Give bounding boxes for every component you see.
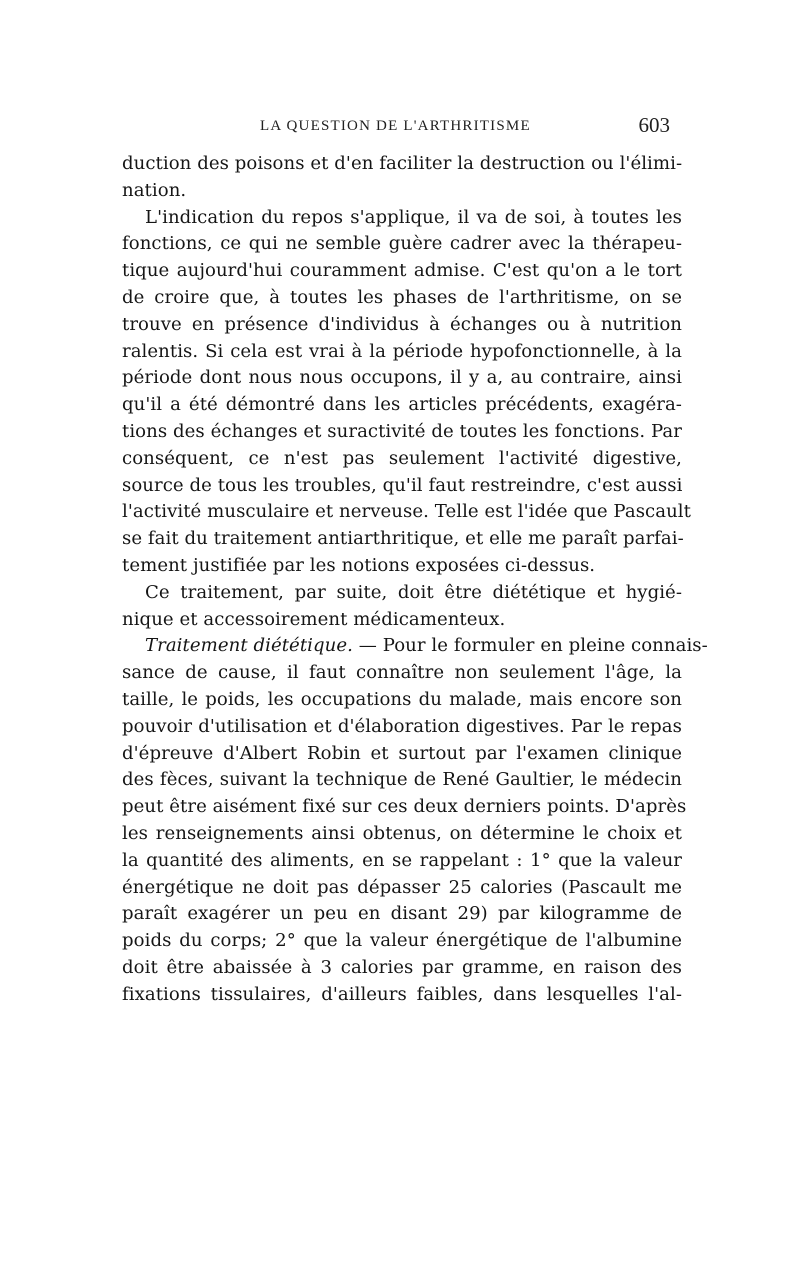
text-line: duction des poisons et d'en faciliter la destruction ou l'élimi- — [122, 153, 683, 174]
text-line: taille, le poids, les occupations du malade, mais encore son — [122, 688, 682, 710]
text-line: de croire que, à toutes les phases de l'arthritisme, on se — [122, 286, 682, 308]
text-line: qu'il a été démontré dans les articles précédents, exagéra- — [122, 394, 682, 416]
page-number: 603 — [638, 113, 670, 137]
text-line: pouvoir d'utilisation et d'élaboration digestives. Par le repas — [122, 715, 682, 737]
text-line: d'épreuve d'Albert Robin et surtout par l'examen clinique — [122, 742, 682, 764]
section-heading-continuation: — Pour le formuler en pleine connais- — [352, 635, 708, 657]
text-line: conséquent, ce n'est pas seulement l'activité digestive, — [122, 447, 682, 469]
text-line: fixations tissulaires, d'ailleurs faibles, dans lesquelles l'al- — [122, 983, 682, 1005]
text-line: tement justifiée par les notions exposées ci-dessus. — [122, 554, 596, 576]
text-line: trouve en présence d'individus à échanges ou à nutrition — [122, 313, 682, 335]
text-line: la quantité des aliments, en se rappelant : 1° que la valeur — [122, 849, 682, 871]
running-header — [122, 112, 682, 140]
text-line: sance de cause, il faut connaître non seulement l'âge, la — [122, 662, 682, 684]
text-line: des fèces, suivant la technique de René Gaultier, le médecin — [122, 769, 682, 791]
text-line: paraît exagérer un peu en disant 29) par kilogramme de — [122, 903, 682, 925]
text-line: L'indication du repos s'applique, il va de soi, à toutes les — [145, 206, 682, 228]
text-line: fonctions, ce qui ne semble guère cadrer avec la thérapeu- — [122, 233, 682, 255]
text-line: nation. — [122, 179, 187, 201]
section-heading-line — [122, 633, 708, 660]
body-text — [122, 151, 708, 1009]
text-line: poids du corps; 2° que la valeur énergétique de l'albumine — [122, 930, 682, 952]
text-line: énergétique ne doit pas dépasser 25 calories (Pascault me — [122, 876, 682, 898]
text-line: se fait du traitement antiarthritique, et elle me paraît parfai- — [122, 528, 684, 550]
text-line: doit être abaissée à 3 calories par gramme, en raison des — [122, 956, 682, 978]
text-line: nique et accessoirement médicamenteux. — [122, 608, 506, 630]
text-line: Ce traitement, par suite, doit être diététique et hygié- — [145, 581, 682, 603]
running-title: LA QUESTION DE L'ARTHRITISME — [260, 118, 531, 134]
text-line: période dont nous nous occupons, il y a, au contraire, ainsi — [122, 367, 682, 389]
text-line: les renseignements ainsi obtenus, on détermine le choix et — [122, 822, 682, 844]
text-line: l'activité musculaire et nerveuse. Telle est l'idée que Pascault — [122, 501, 691, 523]
text-line: tions des échanges et suractivité de toutes les fonctions. Par — [122, 420, 682, 442]
text-line: ralentis. Si cela est vrai à la période hypofonctionnelle, à la — [122, 340, 682, 362]
text-line: peut être aisément fixé sur ces deux derniers points. D'après — [122, 796, 687, 818]
text-line: source de tous les troubles, qu'il faut restreindre, c'est aussi — [122, 474, 683, 496]
text-line: tique aujourd'hui couramment admise. C'est qu'on a le tort — [122, 260, 682, 282]
section-heading: Traitement diététique. — [145, 635, 353, 657]
